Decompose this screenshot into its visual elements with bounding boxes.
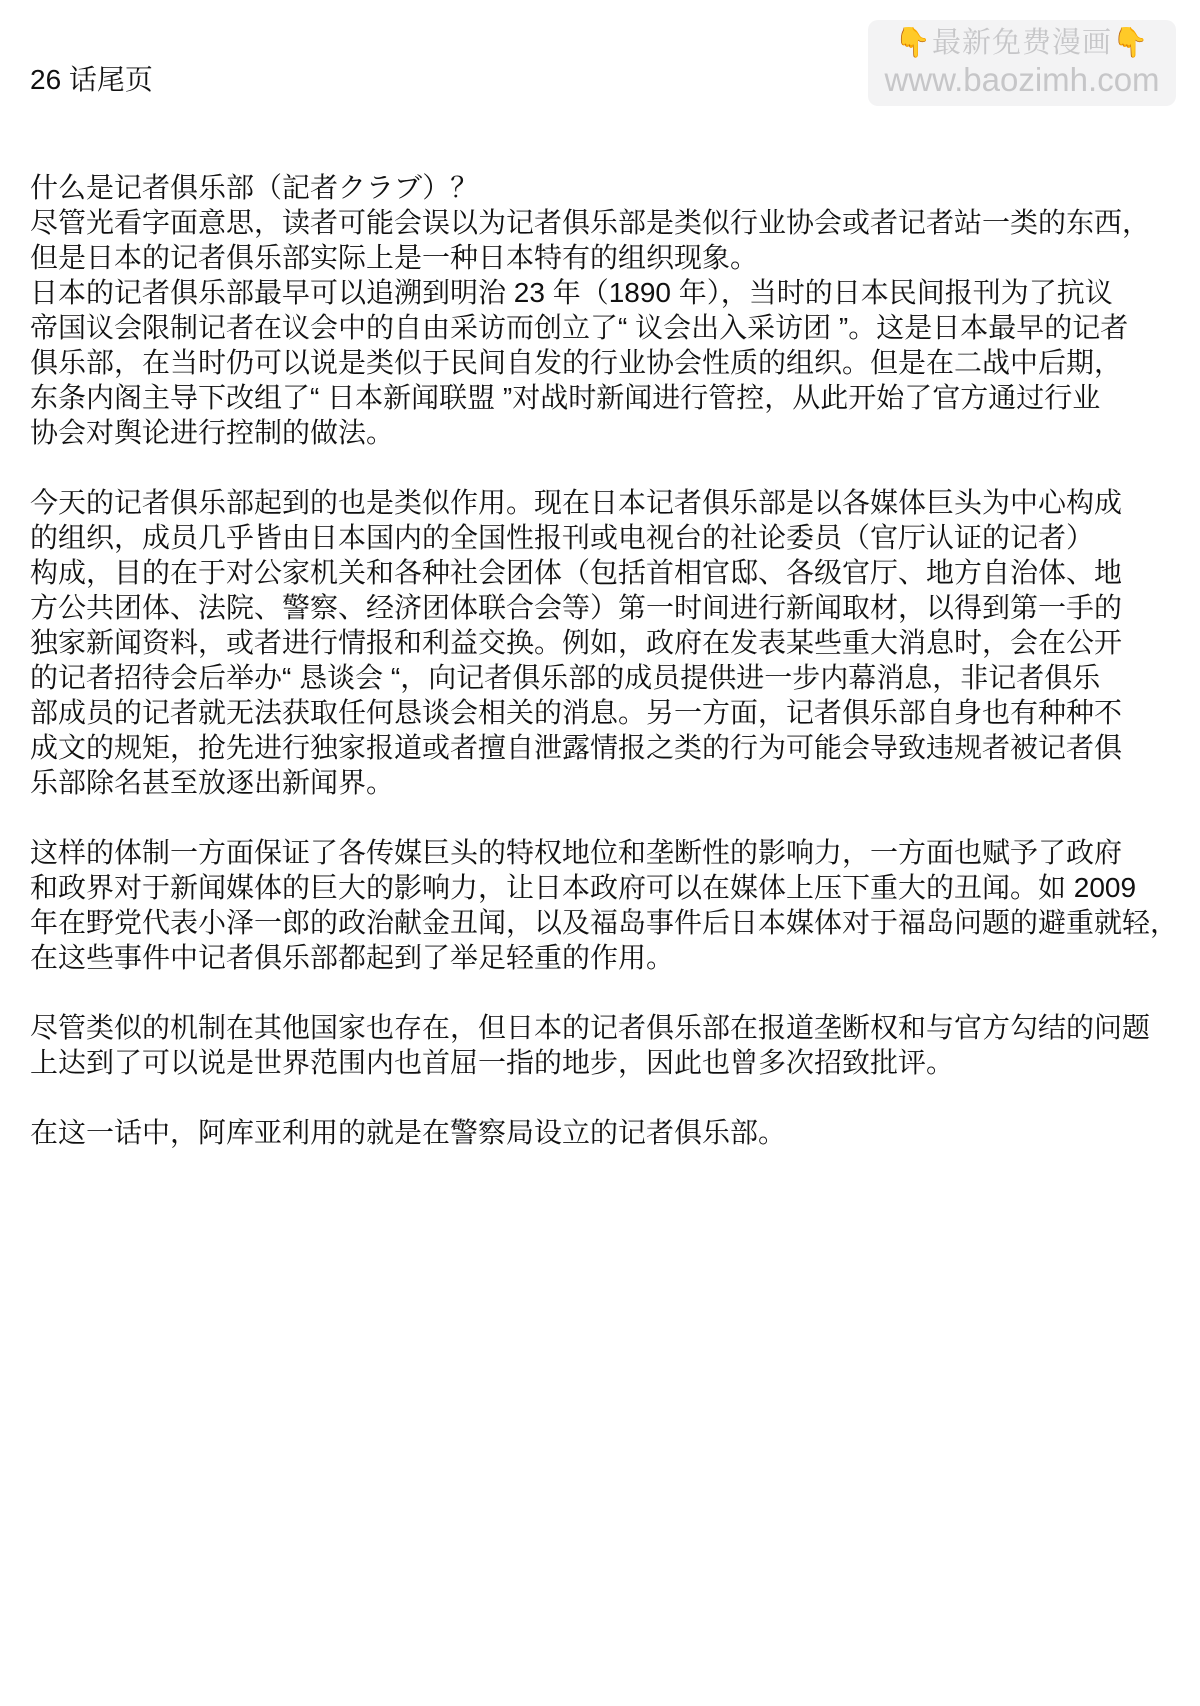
paragraph (30, 1115, 1180, 1150)
text-line: 成文的规矩，抢先进行独家报道或者擅自泄露情报之类的行为可能会导致违规者被记者俱 (30, 732, 1123, 763)
text-line: 尽管类似的机制在其他国家也存在，但日本的记者俱乐部在报道垄断权和与官方勾结的问题 (30, 1012, 1151, 1043)
paragraph (30, 835, 1180, 975)
text-line: 今天的记者俱乐部起到的也是类似作用。现在日本记者俱乐部是以各媒体巨头为中心构成 (30, 487, 1123, 518)
paragraph (30, 170, 1180, 450)
text-line: 构成，目的在于对公家机关和各种社会团体（包括首相官邸、各级官厅、地方自治体、地 (30, 557, 1123, 588)
text-line: 在这一话中，阿库亚利用的就是在警察局设立的记者俱乐部。 (30, 1117, 787, 1148)
text-line: 协会对舆论进行控制的做法。 (30, 417, 395, 448)
text-line: 东条内阁主导下改组了“ 日本新闻联盟 ”对战时新闻进行管控，从此开始了官方通过行业 (30, 382, 1101, 413)
watermark-text: 👇最新免费漫画👇 (894, 27, 1150, 59)
page-title: 26 话尾页 (30, 64, 153, 95)
text-line: 上达到了可以说是世界范围内也首屈一指的地步，因此也曾多次招致批评。 (30, 1047, 955, 1078)
text-line: 方公共团体、法院、警察、经济团体联合会等）第一时间进行新闻取材，以得到第一手的 (30, 592, 1123, 623)
text-line: 的组织，成员几乎皆由日本国内的全国性报刊或电视台的社论委员（官厅认证的记者） (30, 522, 1095, 553)
paragraph (30, 485, 1180, 800)
text-line: 什么是记者俱乐部（記者クラブ）？ (30, 172, 479, 203)
text-line: 乐部除名甚至放逐出新闻界。 (30, 767, 395, 798)
text-line: 俱乐部，在当时仍可以说是类似于民间自发的行业协会性质的组织。但是在二战中后期， (30, 347, 1123, 378)
text-line: 日本的记者俱乐部最早可以追溯到明治 23 年（1890 年），当时的日本民间报刊为了抗议 (30, 277, 1113, 308)
text-line: 年在野党代表小泽一郎的政治献金丑闻，以及福岛事件后日本媒体对于福岛问题的避重就轻， (30, 907, 1179, 938)
watermark-badge (868, 20, 1176, 106)
text-line: 的记者招待会后举办“ 恳谈会 “，向记者俱乐部的成员提供进一步内幕消息，非记者俱乐 (30, 662, 1101, 693)
text-line: 和政界对于新闻媒体的巨大的影响力，让日本政府可以在媒体上压下重大的丑闻。如 2009 (30, 872, 1137, 903)
text-line: 在这些事件中记者俱乐部都起到了举足轻重的作用。 (30, 942, 675, 973)
text-line: 但是日本的记者俱乐部实际上是一种日本特有的组织现象。 (30, 242, 759, 273)
text-line: 尽管光看字面意思，读者可能会误以为记者俱乐部是类似行业协会或者记者站一类的东西， (30, 207, 1151, 238)
watermark-url: www.baozimh.com (884, 61, 1160, 98)
text-line: 帝国议会限制记者在议会中的自由采访而创立了“ 议会出入采访团 ”。这是日本最早的记者 (30, 312, 1129, 343)
text-line: 独家新闻资料，或者进行情报和利益交换。例如，政府在发表某些重大消息时，会在公开 (30, 627, 1123, 658)
text-line: 部成员的记者就无法获取任何恳谈会相关的消息。另一方面，记者俱乐部自身也有种种不 (30, 697, 1123, 728)
paragraph (30, 1010, 1180, 1080)
text-line: 这样的体制一方面保证了各传媒巨头的特权地位和垄断性的影响力，一方面也赋予了政府 (30, 837, 1123, 868)
body-paragraphs (30, 170, 1180, 1150)
